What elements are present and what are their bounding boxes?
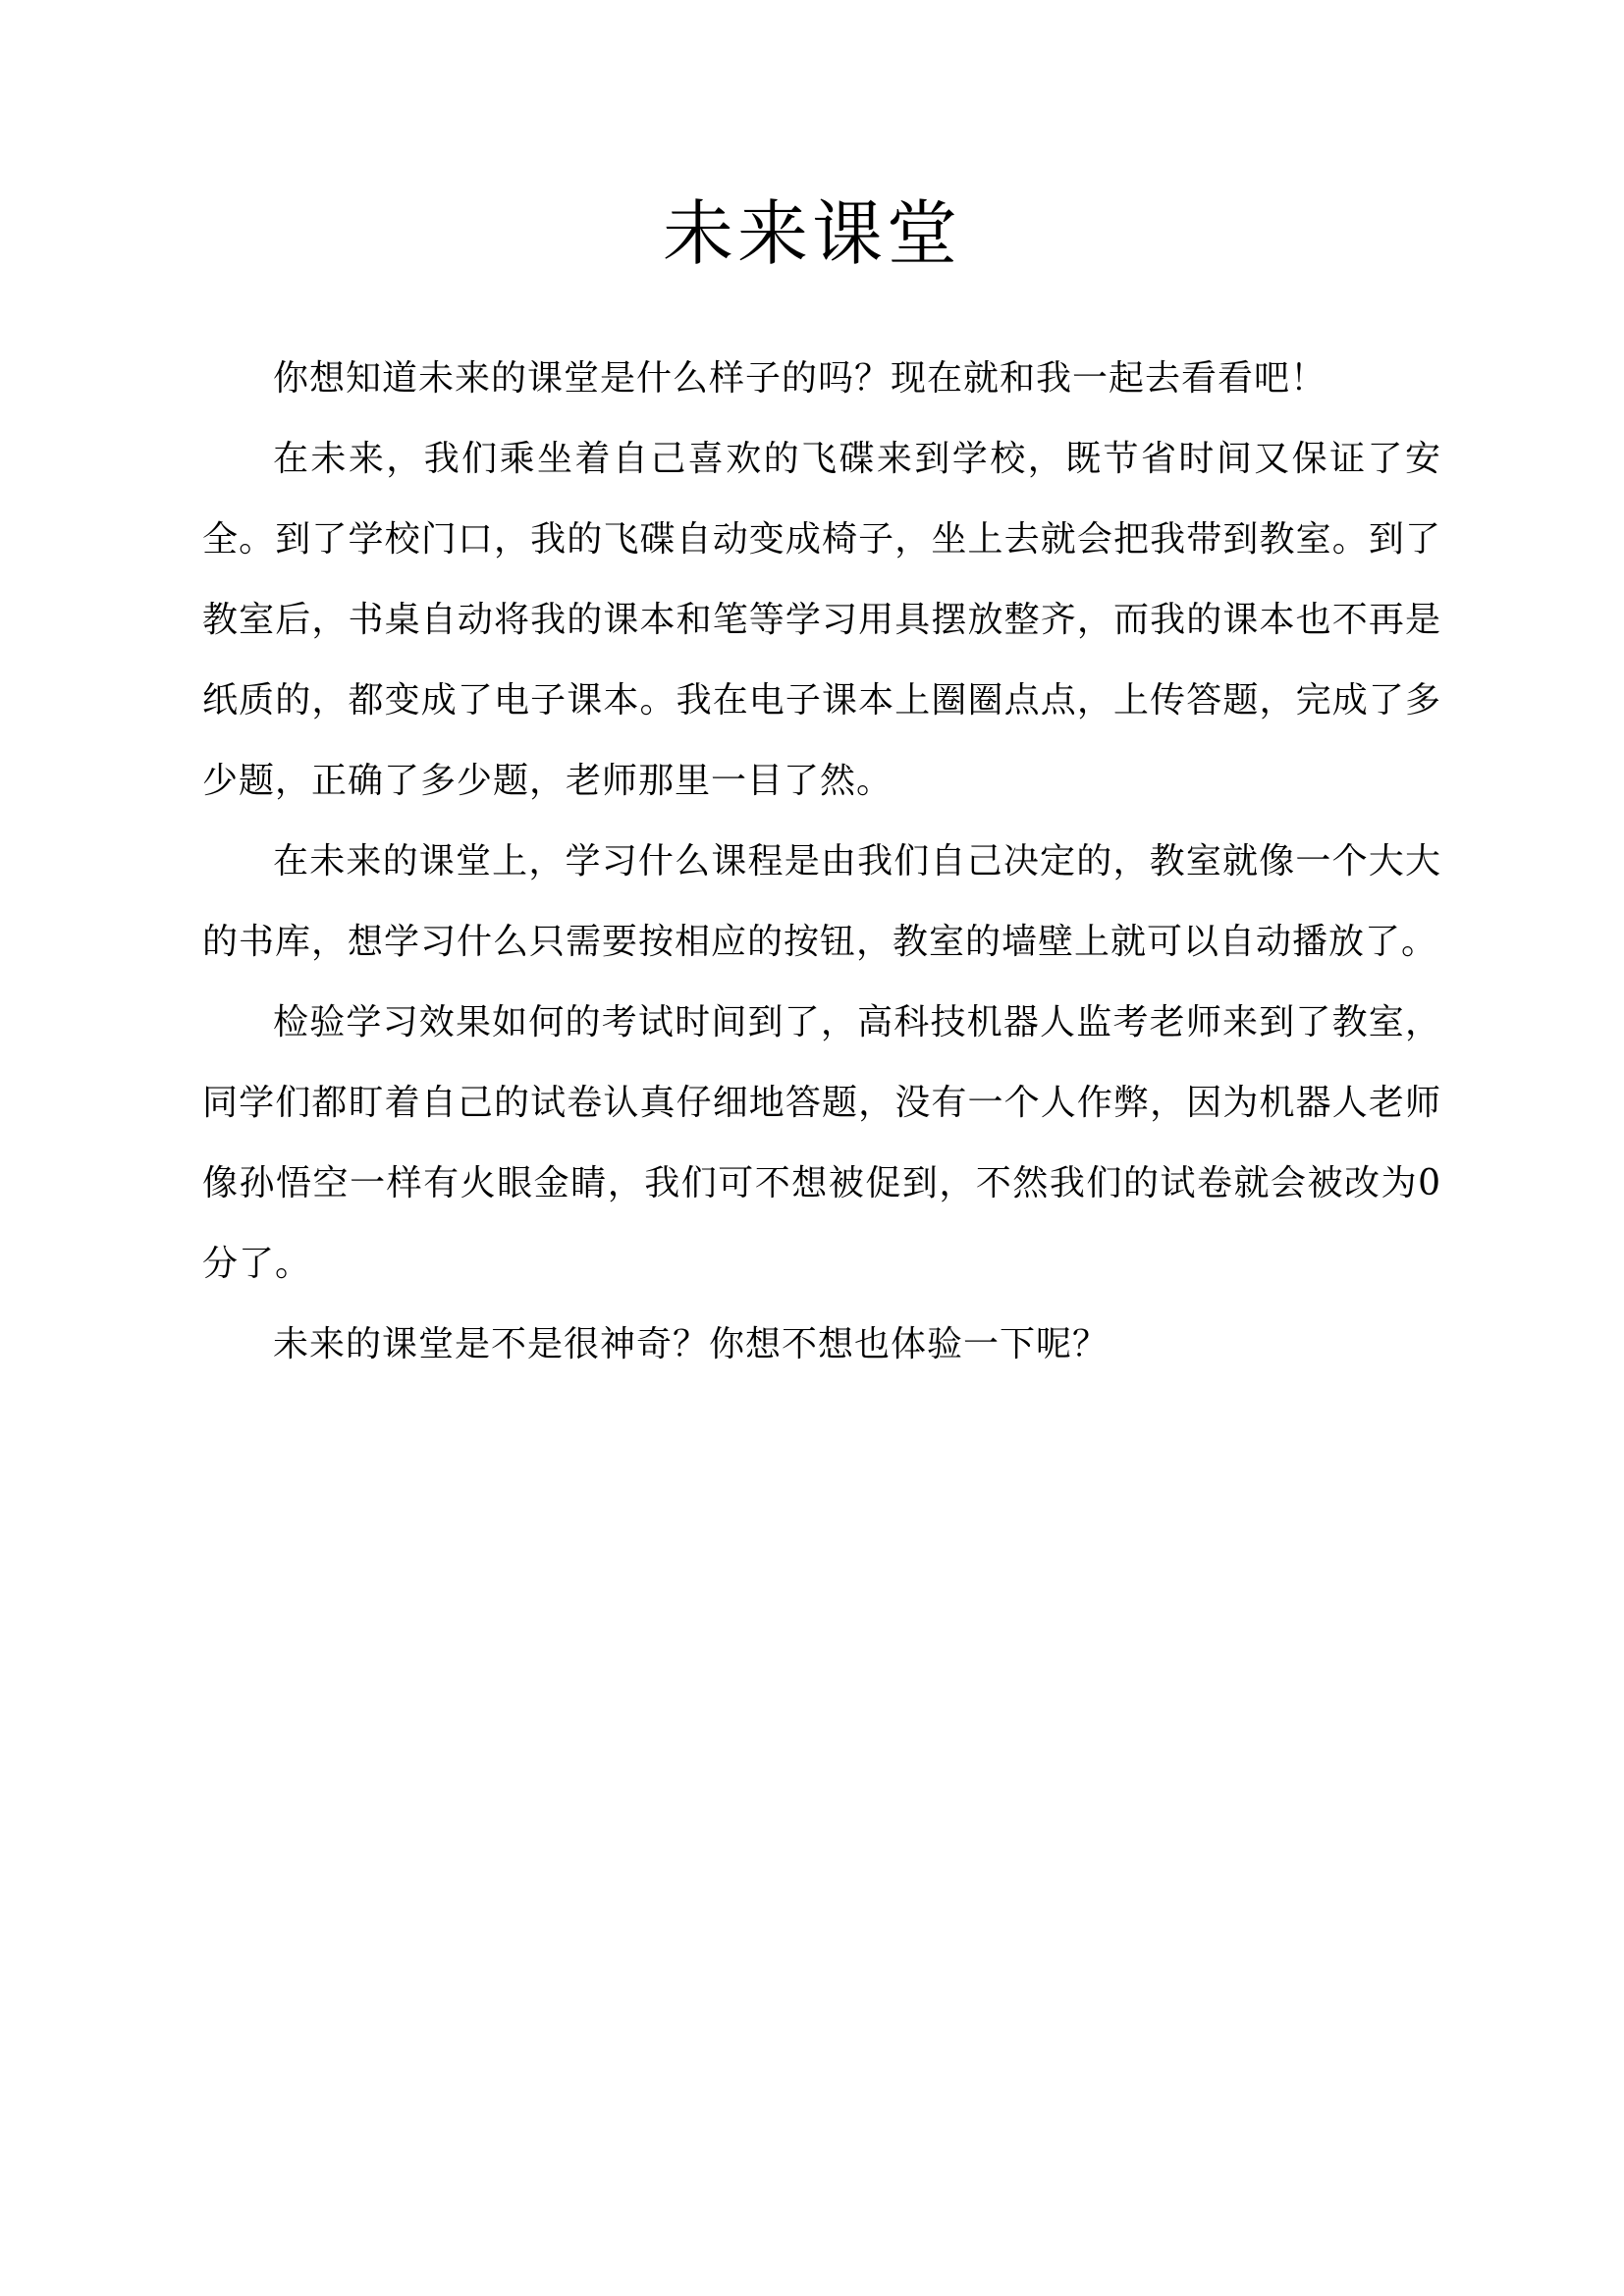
paragraph-5: 未来的课堂是不是很神奇？你想不想也体验一下呢？ <box>273 1324 1110 1364</box>
paragraph-1: 你想知道未来的课堂是什么样子的吗？现在就和我一起去看看吧！ <box>273 358 1327 399</box>
document-body <box>202 339 1441 1385</box>
document-title: 未来课堂 <box>662 192 961 275</box>
paragraph-4: 检验学习效果如何的考试时间到了，高科技机器人监考老师来到了教室，同学们都盯着自己的试卷认真仔细地答题，没有一个人作弊，因为机器人老师像孙悟空一样有火眼金睛，我们可不想被促到，不然我们的试卷就会被改为0分了。 <box>202 1002 1441 1284</box>
paragraph-2: 在未来，我们乘坐着自己喜欢的飞碟来到学校，既节省时间又保证了安全。到了学校门口，我的飞碟自动变成椅子，坐上去就会把我带到教室。到了教室后，书桌自动将我的课本和笔等学习用具摆放整齐，而我的课本也不再是纸质的，都变成了电子课本。我在电子课本上圈圈点点，上传答题，完成了多少题，正确了多少题，老师那里一目了然。 <box>202 439 1441 801</box>
paragraph-3: 在未来的课堂上，学习什么课程是由我们自己决定的，教室就像一个大大的书库，想学习什么只需要按相应的按钮，教室的墙壁上就可以自动播放了。 <box>202 841 1441 962</box>
